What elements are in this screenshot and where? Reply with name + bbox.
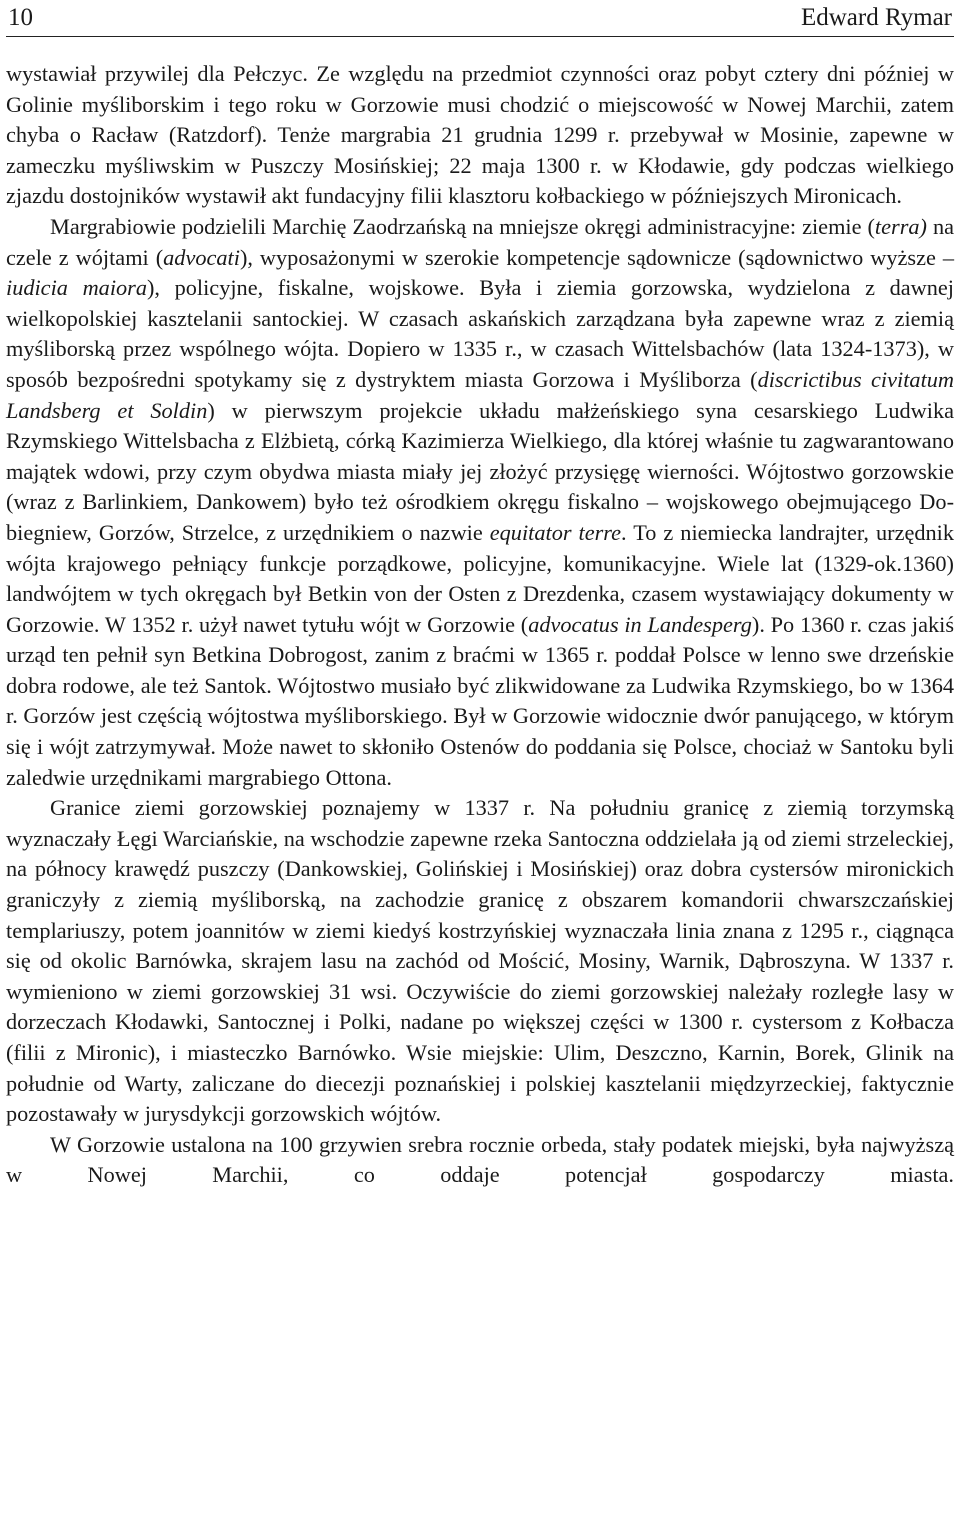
running-head	[6, 0, 954, 37]
page-number: 10	[8, 4, 33, 31]
paragraph-1	[6, 59, 954, 212]
latin-term-iudicia-maiora: iudicia maiora	[6, 275, 147, 301]
paragraph-2	[6, 212, 954, 793]
paragraph-2-text-4: ), policyjne, fiskalne, wojskowe. Była i ziemia gorzowska, wydzielona z dawnej wielkopolskiej kasztelanii santockiej. W czasach askańskich zarządzana była zapewne wraz z ziemią myśliborską przez wspólnego wójta. Dopiero w 1335 r., w czasach Wittelsbachów (lata 1324-1373), w sposób bezpośredni spotykamy się z dystryktem miasta Gorzowa i Myśliborza (	[6, 275, 954, 392]
paragraph-2-text-6: . To z niemiecka landrajter, urzędnik wójta krajowego pełniący funkcje porządkowe, policyjne, komunikacyjne. Wiele lat (1329-ok.1360) landwójtem w tych okręgach był Betkin von der Osten z Drezdenka, czasem wystawiający dokumenty w Gorzowie. W 1352 r. użył nawet tytułu wójt w Gorzowie (	[6, 519, 955, 637]
latin-term-advocatus: advocatus in Landesperg	[528, 611, 752, 637]
latin-term-advocati: advocati	[163, 244, 240, 270]
paragraph-4	[6, 1130, 954, 1191]
paragraph-2-text-7: ). Po 1360 r. czas jakiś urząd ten pełnił syn Betkina Dobrogost, zanim z braćmi w 1365 r. poddał Polsce w lenno swe drzeńskie dobra rodowe, ale też Santok. Wójtostwo musiało być zlikwidowane za Ludwika Rzymskiego, bo w 1364 r. Gorzów jest częścią wójtostwa myśliborskiego. Był w Gorzowie widocznie dwór panującego, w którym się i wójt zatrzymywał. Może nawet to skłoniło Ostenów do poddania się Polsce, chociaż w Santoku byli zaledwie urzędnikami margrabiego Ottona.	[6, 611, 954, 790]
paragraph-3-text: Granice ziemi gorzowskiej poznajemy w 1337 r. Na południu granicę z ziemią torzymską wyznaczały Łęgi Warciańskie, na wschodzie zapewne rzeka Santoczna oddzielała ją od ziemi strzeleckiej, na północy krawędź puszczy (Dankowskiej, Golińskiej i Mosińskiej) oraz dobra cystersów mironickich graniczyły z ziemią myśliborską, na zachodzie granicę z obszarem komandorii chwarszczańskiej templariuszy, potem joannitów w ziemi kiedyś kostrzyńskiej wyznaczała linia znana z 1295 r., ciągnąca się od okolic Barnówka, skrajem lasu na zachód od Mościć, Mosiny, Warnik, Dąbroszyna. W 1337 r. wymieniono w ziemi gorzowskiej 31 wsi. Oczywiście do ziemi gorzowskiej należały rozległe lasy w dorzeczach Kłodawki, Santocznej i Polki, nadane po większej części w 1300 r. cystersom z Kołbacza (filii z Mironic), i miasteczko Barnówko. Wsie miejskie: Ulim, Deszczno, Karnin, Borek, Glinik na południe od Warty, zaliczane do diecezji poznańskiej i polskiej kasztelanii międzyrzeckiej, faktycznie pozostawały w jurysdykcji gorzowskich wójtów.	[6, 795, 954, 1127]
latin-term-equitator-terre: equitator terre	[489, 519, 622, 545]
paragraph-4-text: W Gorzowie ustalona na 100 grzywien srebra rocznie orbeda, stały podatek miejski, była najwyższą w Nowej Marchii, co oddaje potencjał gospodarczy miasta.	[6, 1131, 954, 1188]
paragraph-2-text-2: na czele z wójtami (	[6, 213, 954, 270]
running-head-author: Edward Rymar	[800, 4, 952, 31]
paragraph-2-text-5: ) w pierwszym projekcie układu małżeńskiego syna cesarskiego Ludwika Rzymskiego Wittelsbacha z Elżbietą, córką Kazimierza Wielkiego, dla której właśnie tu zagwarantowano majątek wdowi, przy czym obydwa miasta miały jej złożyć przysięgę wierności. Wójtostwo gorzowskie (wraz z Barlinkiem, Dankowem) było też ośrodkiem okręgu fiskalno – wojskowego obejmującego Dobiegniew, Gorzów, Strzelce, z urzędnikiem o nazwie	[6, 397, 954, 545]
latin-term-discrictibus: discrictibus civitatum Landsberg et Soldin	[6, 366, 955, 423]
paragraph-3	[6, 793, 954, 1130]
latin-term-terra: terra)	[874, 213, 927, 239]
body-text	[6, 59, 954, 1191]
paragraph-2-text-3: ), wyposażonymi w szerokie kompetencje sądownicze (sądownictwo wyższe –	[239, 244, 954, 270]
paragraph-2-text-1: Margrabiowie podzielili Marchię Zaodrzańską na mniejsze okręgi administracyjne: ziemie (	[50, 213, 875, 239]
paragraph-1-text: wystawiał przywilej dla Pełczyc. Ze względu na przedmiot czynności oraz pobyt cztery dni później w Golinie myśliborskim i tego roku w Gorzowie musi chodzić o miejscowość w Nowej Marchii, zatem chyba o Racław (Ratzdorf). Tenże margrabia 21 grudnia 1299 r. przebywał w Mosinie, zapewne w zameczku myśliwskim w Puszczy Mosińskiej; 22 maja 1300 r. w Kłodawie, gdy podczas wielkiego zjazdu dostojników wystawił akt fundacyjny filii klasztoru kołbackiego w późniejszych Mironicach.	[6, 61, 954, 209]
